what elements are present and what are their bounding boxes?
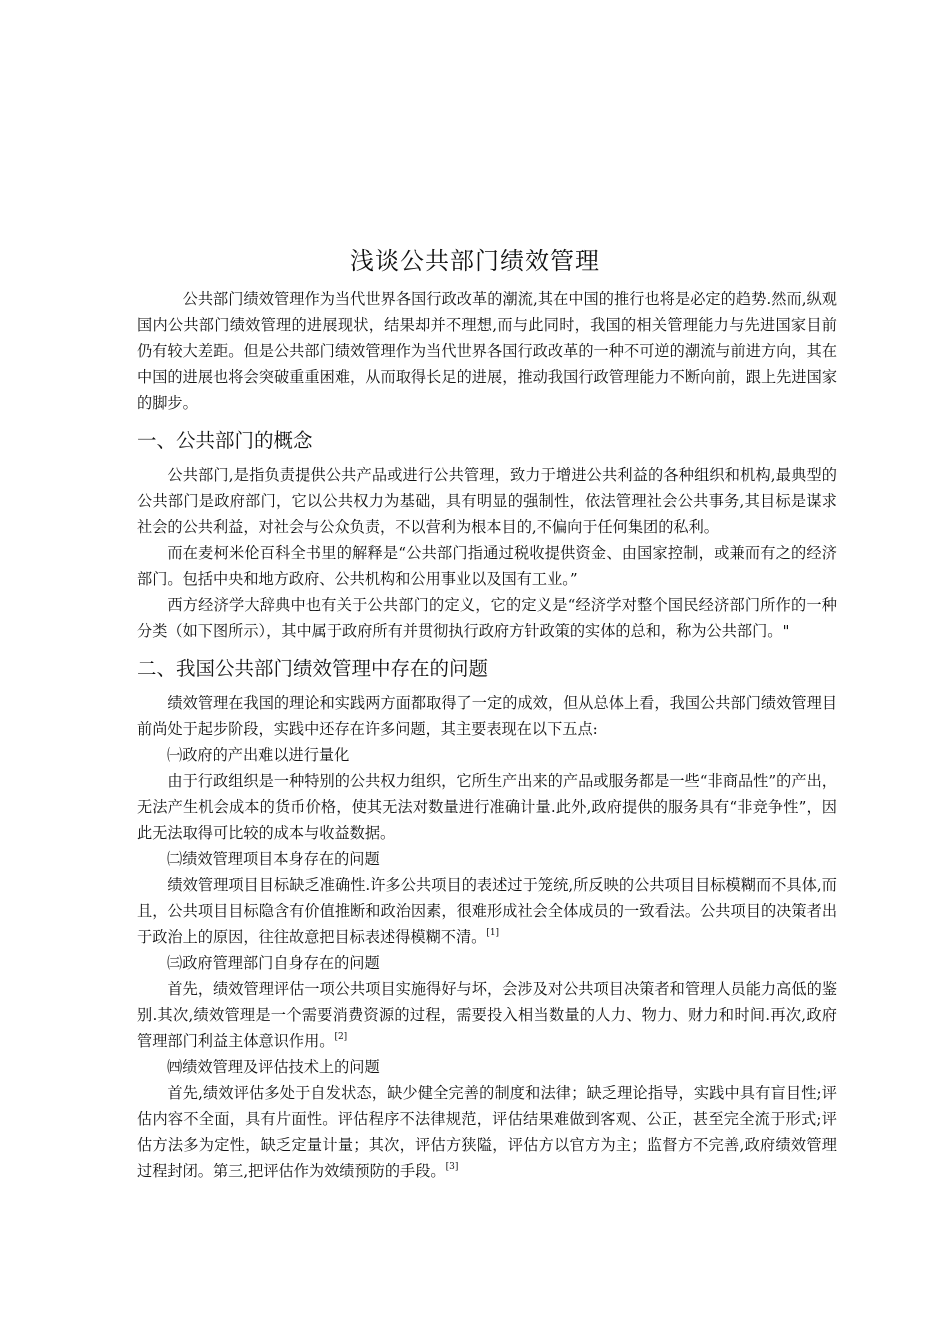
subsection-3-heading: ㈢政府管理部门自身存在的问题 bbox=[167, 954, 380, 972]
section-1-paragraph-2: 而在麦柯米伦百科全书里的解释是“公共部门指通过税收提供资金、由国家控制，或兼而有之的经济部门。包括中央和地方政府、公共机构和公用事业以及国有工业。” bbox=[137, 544, 837, 588]
subsection-2-paragraph bbox=[137, 872, 837, 950]
subsection-4-text: 首先,绩效评估多处于自发状态，缺少健全完善的制度和法律；缺乏理论指导，实践中具有盲目性;评估内容不全面，具有片面性。评估程序不法律规范，评估结果难做到客观、公正，甚至完全流于形式;评估方法多为定性，缺乏定量计量；其次，评估方狭隘，评估方以官方为主；监督方不完善,政府绩效管理过程封闭。第三,把评估作为效绩预防的手段。 bbox=[137, 1084, 837, 1180]
intro-paragraph: 公共部门绩效管理作为当代世界各国行政改革的潮流,其在中国的推行也将是必定的趋势.然而,纵观国内公共部门绩效管理的进展现状，结果却并不理想,而与此同时，我国的相关管理能力与先进国家目前仍有较大差距。但是公共部门绩效管理作为当代世界各国行政改革的一种不可逆的潮流与前进方向，其在中国的进展也将会突破重重困难，从而取得长足的进展，推动我国行政管理能力不断向前，跟上先进国家的脚步。 bbox=[137, 290, 837, 412]
subsection-2-heading: ㈡绩效管理项目本身存在的问题 bbox=[167, 850, 380, 868]
citation-3: [3] bbox=[445, 1162, 459, 1172]
section-1-paragraph-1: 公共部门,是指负责提供公共产品或进行公共管理，致力于增进公共利益的各种组织和机构,最典型的公共部门是政府部门，它以公共权力为基础，具有明显的强制性，依法管理社会公共事务,其目标是谋求社会的公共利益，对社会与公众负责，不以营利为根本目的,不偏向于任何集团的私利。 bbox=[137, 466, 837, 536]
subsection-3-paragraph bbox=[137, 976, 837, 1054]
section-2-paragraph-0: 绩效管理在我国的理论和实践两方面都取得了一定的成效，但从总体上看，我国公共部门绩效管理目前尚处于起步阶段，实践中还存在许多问题，其主要表现在以下五点: bbox=[137, 694, 837, 738]
subsection-1-paragraph: 由于行政组织是一种特别的公共权力组织，它所生产出来的产品或服务都是一些“非商品性”的产出，无法产生机会成本的货币价格，使其无法对数量进行准确计量.此外,政府提供的服务具有“非竞争性”，因此无法取得可比较的成本与收益数据。 bbox=[137, 772, 837, 842]
citation-1: [1] bbox=[486, 928, 500, 938]
subsection-1-heading: ㈠政府的产出难以进行量化 bbox=[167, 746, 350, 764]
subsection-4-heading: ㈣绩效管理及评估技术上的问题 bbox=[167, 1058, 380, 1076]
subsection-4-paragraph bbox=[137, 1080, 837, 1184]
subsection-3-text: 首先，绩效管理评估一项公共项目实施得好与坏，会涉及对公共项目决策者和管理人员能力高低的鉴别.其次,绩效管理是一个需要消费资源的过程，需要投入相当数量的人力、物力、财力和时间.再次,政府管理部门利益主体意识作用。 bbox=[137, 980, 837, 1050]
section-1-paragraph-3: 西方经济学大辞典中也有关于公共部门的定义，它的定义是“经济学对整个国民经济部门所作的一种分类（如下图所示），其中属于政府所有并贯彻执行政府方针政策的实体的总和，称为公共部门。" bbox=[137, 596, 837, 640]
section-2-heading: 二、我国公共部门绩效管理中存在的问题 bbox=[137, 657, 489, 680]
citation-2: [2] bbox=[334, 1032, 348, 1042]
subsection-2-text: 绩效管理项目目标缺乏准确性.许多公共项目的表述过于笼统,所反映的公共项目目标模糊而不具体,而且，公共项目目标隐含有价值推断和政治因素，很难形成社会全体成员的一致看法。公共项目的决策者出于政治上的原因，往往故意把目标表述得模糊不清。 bbox=[137, 876, 837, 946]
section-1-heading: 一、公共部门的概念 bbox=[137, 429, 313, 452]
document-title: 浅谈公共部门绩效管理 bbox=[350, 247, 600, 275]
document-body bbox=[137, 286, 837, 1184]
